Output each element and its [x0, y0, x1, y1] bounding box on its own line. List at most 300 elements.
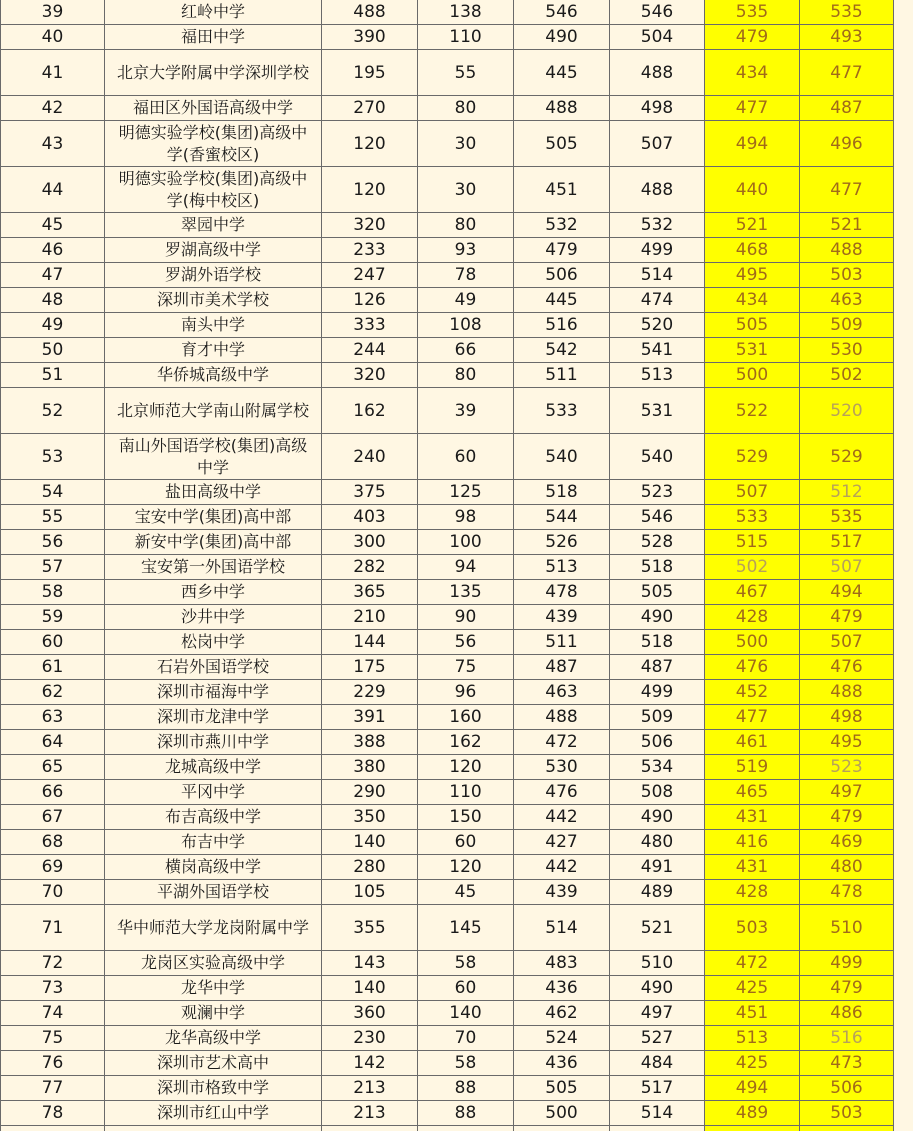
- cell-col-1[interactable]: 210: [322, 605, 418, 630]
- cell-highlight-1[interactable]: 533: [705, 505, 800, 530]
- cell-col-4[interactable]: 527: [610, 1026, 705, 1051]
- cell-col-1[interactable]: 213: [322, 1076, 418, 1101]
- cell-highlight-2[interactable]: 535: [800, 0, 894, 25]
- cell-col-1[interactable]: 488: [322, 0, 418, 25]
- cell-col-4[interactable]: 487: [610, 655, 705, 680]
- cell-highlight-2[interactable]: 480: [800, 855, 894, 880]
- cell-school[interactable]: 福田区外国语高级中学: [105, 96, 322, 121]
- cell-highlight-2[interactable]: 521: [800, 213, 894, 238]
- cell-col-4[interactable]: 531: [610, 388, 705, 434]
- cell-highlight-2[interactable]: 502: [800, 363, 894, 388]
- cell-col-2[interactable]: 56: [418, 630, 514, 655]
- cell-rank[interactable]: 56: [1, 530, 105, 555]
- cell-col-4[interactable]: 508: [610, 780, 705, 805]
- cell-col-4[interactable]: 499: [610, 680, 705, 705]
- cell-col-3[interactable]: 439: [514, 880, 610, 905]
- cell-col-4[interactable]: 488: [610, 167, 705, 213]
- cell-col-3[interactable]: 442: [514, 805, 610, 830]
- cell-school[interactable]: 平冈中学: [105, 780, 322, 805]
- cell-col-1[interactable]: 320: [322, 213, 418, 238]
- cell-col-3[interactable]: 439: [514, 605, 610, 630]
- cell-col-4[interactable]: 532: [610, 213, 705, 238]
- cell-highlight-1[interactable]: 531: [705, 338, 800, 363]
- cell-col-1[interactable]: 244: [322, 338, 418, 363]
- cell-highlight-1[interactable]: 522: [705, 388, 800, 434]
- cell-rank[interactable]: 67: [1, 805, 105, 830]
- cell-col-3[interactable]: 463: [514, 680, 610, 705]
- cell-col-3[interactable]: 472: [514, 730, 610, 755]
- cell-col-3[interactable]: 506: [514, 263, 610, 288]
- cell-col-4[interactable]: 484: [610, 1051, 705, 1076]
- cell-highlight-1[interactable]: 494: [705, 121, 800, 167]
- cell-col-3[interactable]: 483: [514, 951, 610, 976]
- cell-col-3[interactable]: 542: [514, 338, 610, 363]
- cell-highlight-1[interactable]: 477: [705, 96, 800, 121]
- cell-rank[interactable]: 64: [1, 730, 105, 755]
- cell-highlight-1[interactable]: 535: [705, 0, 800, 25]
- cell-col-2[interactable]: 90: [418, 605, 514, 630]
- cell-col-3[interactable]: 487: [514, 655, 610, 680]
- cell-school[interactable]: 明德实验学校(集团)高级中学(香蜜校区): [105, 121, 322, 167]
- cell-col-3[interactable]: 476: [514, 780, 610, 805]
- cell-school[interactable]: 新安中学(集团)高中部: [105, 530, 322, 555]
- cell-highlight-2[interactable]: 479: [800, 605, 894, 630]
- cell-col-4[interactable]: 490: [610, 805, 705, 830]
- cell-school[interactable]: 盐田高级中学: [105, 480, 322, 505]
- cell-rank[interactable]: 52: [1, 388, 105, 434]
- cell-col-2[interactable]: 140: [418, 1001, 514, 1026]
- cell-rank[interactable]: 43: [1, 121, 105, 167]
- cell-col-3[interactable]: 516: [514, 313, 610, 338]
- cell-col-2[interactable]: 80: [418, 213, 514, 238]
- cell-col-1[interactable]: 270: [322, 96, 418, 121]
- cell-rank[interactable]: 58: [1, 580, 105, 605]
- cell-highlight-2[interactable]: 507: [800, 555, 894, 580]
- cell-col-1[interactable]: 143: [322, 951, 418, 976]
- cell-highlight-2[interactable]: 529: [800, 434, 894, 480]
- cell-col-2[interactable]: 55: [418, 50, 514, 96]
- cell-rank[interactable]: 50: [1, 338, 105, 363]
- cell-highlight-1[interactable]: 468: [705, 238, 800, 263]
- cell-rank[interactable]: 57: [1, 555, 105, 580]
- cell-col-1[interactable]: 120: [322, 121, 418, 167]
- cell-school[interactable]: 龙华高级中学: [105, 1026, 322, 1051]
- cell-highlight-1[interactable]: 521: [705, 213, 800, 238]
- cell-col-3[interactable]: 532: [514, 213, 610, 238]
- cell-school[interactable]: 深圳市红山中学: [105, 1101, 322, 1126]
- cell-col-3[interactable]: 546: [514, 0, 610, 25]
- cell-col-2[interactable]: 45: [418, 880, 514, 905]
- cell-highlight-1[interactable]: 500: [705, 630, 800, 655]
- cell-rank[interactable]: 74: [1, 1001, 105, 1026]
- cell-col-1[interactable]: 247: [322, 263, 418, 288]
- cell-school[interactable]: 育才中学: [105, 338, 322, 363]
- cell-col-1[interactable]: 355: [322, 905, 418, 951]
- cell-highlight-2[interactable]: 476: [800, 655, 894, 680]
- cell-col-3[interactable]: 514: [514, 905, 610, 951]
- cell-col-2[interactable]: 135: [418, 580, 514, 605]
- cell-col-2[interactable]: 66: [418, 338, 514, 363]
- cell-col-3[interactable]: 436: [514, 976, 610, 1001]
- cell-rank[interactable]: 65: [1, 755, 105, 780]
- cell-rank[interactable]: 63: [1, 705, 105, 730]
- cell-col-1[interactable]: 142: [322, 1051, 418, 1076]
- cell-school[interactable]: 平湖外国语学校: [105, 880, 322, 905]
- cell-highlight-2[interactable]: 503: [800, 1101, 894, 1126]
- cell-highlight-1[interactable]: 434: [705, 288, 800, 313]
- cell-col-4[interactable]: 528: [610, 530, 705, 555]
- cell-highlight-1[interactable]: 519: [705, 755, 800, 780]
- cell-col-1[interactable]: 230: [322, 1026, 418, 1051]
- cell-rank[interactable]: 48: [1, 288, 105, 313]
- cell-highlight-2[interactable]: 523: [800, 755, 894, 780]
- cell-school[interactable]: 华中师范大学龙岗附属中学: [105, 905, 322, 951]
- cell-highlight-2[interactable]: 493: [800, 25, 894, 50]
- cell-col-2[interactable]: 94: [418, 555, 514, 580]
- cell-col-2[interactable]: 30: [418, 167, 514, 213]
- cell-col-2[interactable]: 150: [418, 805, 514, 830]
- cell-rank[interactable]: 46: [1, 238, 105, 263]
- cell-col-3[interactable]: 511: [514, 630, 610, 655]
- cell-highlight-1[interactable]: 425: [705, 976, 800, 1001]
- cell-highlight-1[interactable]: 428: [705, 605, 800, 630]
- cell-highlight-1[interactable]: 502: [705, 555, 800, 580]
- cell-col-2[interactable]: 70: [418, 1026, 514, 1051]
- cell-highlight-2[interactable]: [800, 1126, 894, 1131]
- cell-rank[interactable]: 66: [1, 780, 105, 805]
- cell-col-2[interactable]: 80: [418, 96, 514, 121]
- cell-col-1[interactable]: 195: [322, 50, 418, 96]
- cell-rank[interactable]: 75: [1, 1026, 105, 1051]
- cell-rank[interactable]: 73: [1, 976, 105, 1001]
- cell-highlight-2[interactable]: 488: [800, 680, 894, 705]
- cell-col-3[interactable]: 488: [514, 96, 610, 121]
- cell-col-3[interactable]: 511: [514, 363, 610, 388]
- cell-rank[interactable]: 44: [1, 167, 105, 213]
- cell-col-4[interactable]: 523: [610, 480, 705, 505]
- cell-col-4[interactable]: 517: [610, 1076, 705, 1101]
- cell-col-2[interactable]: 60: [418, 830, 514, 855]
- cell-col-4[interactable]: 509: [610, 705, 705, 730]
- cell-rank[interactable]: 55: [1, 505, 105, 530]
- cell-school[interactable]: 宝安中学(集团)高中部: [105, 505, 322, 530]
- cell-col-2[interactable]: [418, 1126, 514, 1131]
- cell-col-4[interactable]: 491: [610, 855, 705, 880]
- cell-col-2[interactable]: 110: [418, 25, 514, 50]
- cell-school[interactable]: 北京师范大学南山附属学校: [105, 388, 322, 434]
- cell-highlight-1[interactable]: 479: [705, 25, 800, 50]
- cell-highlight-2[interactable]: 499: [800, 951, 894, 976]
- cell-col-4[interactable]: 488: [610, 50, 705, 96]
- cell-col-4[interactable]: 518: [610, 555, 705, 580]
- cell-highlight-2[interactable]: 488: [800, 238, 894, 263]
- cell-col-4[interactable]: 480: [610, 830, 705, 855]
- cell-col-3[interactable]: 436: [514, 1051, 610, 1076]
- cell-col-1[interactable]: 333: [322, 313, 418, 338]
- cell-highlight-1[interactable]: 500: [705, 363, 800, 388]
- cell-col-1[interactable]: 120: [322, 167, 418, 213]
- cell-highlight-1[interactable]: 476: [705, 655, 800, 680]
- cell-school[interactable]: 南头中学: [105, 313, 322, 338]
- cell-col-4[interactable]: 534: [610, 755, 705, 780]
- cell-highlight-2[interactable]: 479: [800, 805, 894, 830]
- cell-col-2[interactable]: 93: [418, 238, 514, 263]
- cell-col-2[interactable]: 160: [418, 705, 514, 730]
- cell-col-3[interactable]: 513: [514, 555, 610, 580]
- cell-highlight-1[interactable]: 513: [705, 1026, 800, 1051]
- cell-rank[interactable]: 59: [1, 605, 105, 630]
- cell-col-2[interactable]: 145: [418, 905, 514, 951]
- cell-highlight-1[interactable]: 503: [705, 905, 800, 951]
- cell-rank[interactable]: 45: [1, 213, 105, 238]
- cell-school[interactable]: 石岩外国语学校: [105, 655, 322, 680]
- cell-col-1[interactable]: 105: [322, 880, 418, 905]
- cell-school[interactable]: 深圳市燕川中学: [105, 730, 322, 755]
- cell-col-2[interactable]: 60: [418, 976, 514, 1001]
- cell-highlight-2[interactable]: 495: [800, 730, 894, 755]
- cell-col-2[interactable]: 96: [418, 680, 514, 705]
- cell-school[interactable]: 明德实验学校(集团)高级中学(梅中校区): [105, 167, 322, 213]
- cell-col-2[interactable]: 138: [418, 0, 514, 25]
- cell-rank[interactable]: 40: [1, 25, 105, 50]
- cell-highlight-2[interactable]: 503: [800, 263, 894, 288]
- cell-highlight-2[interactable]: 473: [800, 1051, 894, 1076]
- cell-col-2[interactable]: 58: [418, 951, 514, 976]
- cell-col-2[interactable]: 120: [418, 755, 514, 780]
- cell-highlight-1[interactable]: 461: [705, 730, 800, 755]
- cell-col-1[interactable]: 375: [322, 480, 418, 505]
- cell-col-1[interactable]: 162: [322, 388, 418, 434]
- cell-highlight-2[interactable]: 512: [800, 480, 894, 505]
- cell-highlight-2[interactable]: 510: [800, 905, 894, 951]
- cell-col-3[interactable]: 488: [514, 705, 610, 730]
- cell-col-2[interactable]: 60: [418, 434, 514, 480]
- cell-school[interactable]: 布吉高级中学: [105, 805, 322, 830]
- cell-col-3[interactable]: 500: [514, 1101, 610, 1126]
- cell-highlight-2[interactable]: 517: [800, 530, 894, 555]
- cell-rank[interactable]: 41: [1, 50, 105, 96]
- cell-col-4[interactable]: 506: [610, 730, 705, 755]
- cell-school[interactable]: 布吉中学: [105, 830, 322, 855]
- cell-col-2[interactable]: 120: [418, 855, 514, 880]
- cell-highlight-1[interactable]: 440: [705, 167, 800, 213]
- cell-highlight-2[interactable]: 477: [800, 167, 894, 213]
- cell-highlight-2[interactable]: 469: [800, 830, 894, 855]
- cell-highlight-2[interactable]: 496: [800, 121, 894, 167]
- cell-col-2[interactable]: 162: [418, 730, 514, 755]
- cell-col-2[interactable]: 110: [418, 780, 514, 805]
- cell-highlight-1[interactable]: 431: [705, 855, 800, 880]
- cell-highlight-1[interactable]: 507: [705, 480, 800, 505]
- cell-col-2[interactable]: 108: [418, 313, 514, 338]
- cell-highlight-1[interactable]: 494: [705, 1076, 800, 1101]
- cell-school[interactable]: 深圳市美术学校: [105, 288, 322, 313]
- cell-col-2[interactable]: 100: [418, 530, 514, 555]
- cell-rank[interactable]: 68: [1, 830, 105, 855]
- cell-rank[interactable]: 47: [1, 263, 105, 288]
- cell-rank[interactable]: 70: [1, 880, 105, 905]
- cell-school[interactable]: [105, 1126, 322, 1131]
- cell-col-1[interactable]: 140: [322, 976, 418, 1001]
- cell-highlight-1[interactable]: 416: [705, 830, 800, 855]
- cell-col-2[interactable]: 88: [418, 1101, 514, 1126]
- cell-school[interactable]: 南山外国语学校(集团)高级中学: [105, 434, 322, 480]
- cell-col-4[interactable]: 514: [610, 263, 705, 288]
- cell-school[interactable]: 观澜中学: [105, 1001, 322, 1026]
- cell-school[interactable]: 罗湖高级中学: [105, 238, 322, 263]
- cell-col-3[interactable]: 490: [514, 25, 610, 50]
- cell-col-4[interactable]: 498: [610, 96, 705, 121]
- cell-rank[interactable]: 53: [1, 434, 105, 480]
- cell-col-3[interactable]: 451: [514, 167, 610, 213]
- cell-school[interactable]: 福田中学: [105, 25, 322, 50]
- cell-col-4[interactable]: 510: [610, 951, 705, 976]
- cell-col-3[interactable]: 479: [514, 238, 610, 263]
- cell-highlight-2[interactable]: 520: [800, 388, 894, 434]
- cell-highlight-2[interactable]: 494: [800, 580, 894, 605]
- cell-col-4[interactable]: 490: [610, 605, 705, 630]
- cell-highlight-1[interactable]: 489: [705, 1101, 800, 1126]
- cell-col-1[interactable]: 388: [322, 730, 418, 755]
- cell-school[interactable]: 深圳市龙津中学: [105, 705, 322, 730]
- cell-col-4[interactable]: 546: [610, 505, 705, 530]
- cell-highlight-1[interactable]: 529: [705, 434, 800, 480]
- cell-col-1[interactable]: 126: [322, 288, 418, 313]
- cell-col-1[interactable]: 213: [322, 1101, 418, 1126]
- cell-highlight-1[interactable]: 425: [705, 1051, 800, 1076]
- cell-highlight-1[interactable]: 428: [705, 880, 800, 905]
- cell-col-1[interactable]: 380: [322, 755, 418, 780]
- cell-col-1[interactable]: 144: [322, 630, 418, 655]
- cell-col-1[interactable]: 140: [322, 830, 418, 855]
- cell-col-3[interactable]: 540: [514, 434, 610, 480]
- cell-col-3[interactable]: 505: [514, 121, 610, 167]
- cell-col-3[interactable]: 445: [514, 50, 610, 96]
- cell-school[interactable]: 深圳市格致中学: [105, 1076, 322, 1101]
- cell-highlight-2[interactable]: 478: [800, 880, 894, 905]
- cell-school[interactable]: 红岭中学: [105, 0, 322, 25]
- cell-school[interactable]: 龙城高级中学: [105, 755, 322, 780]
- cell-rank[interactable]: 60: [1, 630, 105, 655]
- cell-col-1[interactable]: 175: [322, 655, 418, 680]
- cell-rank[interactable]: 39: [1, 0, 105, 25]
- cell-school[interactable]: 华侨城高级中学: [105, 363, 322, 388]
- cell-rank[interactable]: 61: [1, 655, 105, 680]
- cell-col-3[interactable]: 478: [514, 580, 610, 605]
- cell-col-4[interactable]: 507: [610, 121, 705, 167]
- cell-col-3[interactable]: 518: [514, 480, 610, 505]
- cell-col-2[interactable]: 75: [418, 655, 514, 680]
- cell-col-2[interactable]: 30: [418, 121, 514, 167]
- cell-school[interactable]: 西乡中学: [105, 580, 322, 605]
- cell-col-4[interactable]: 521: [610, 905, 705, 951]
- cell-col-4[interactable]: 474: [610, 288, 705, 313]
- cell-highlight-1[interactable]: 472: [705, 951, 800, 976]
- cell-col-3[interactable]: 505: [514, 1076, 610, 1101]
- cell-school[interactable]: 罗湖外语学校: [105, 263, 322, 288]
- cell-highlight-2[interactable]: 486: [800, 1001, 894, 1026]
- cell-col-1[interactable]: 282: [322, 555, 418, 580]
- cell-highlight-2[interactable]: 506: [800, 1076, 894, 1101]
- cell-highlight-2[interactable]: 477: [800, 50, 894, 96]
- cell-col-1[interactable]: 280: [322, 855, 418, 880]
- cell-col-4[interactable]: [610, 1126, 705, 1131]
- cell-col-2[interactable]: 125: [418, 480, 514, 505]
- cell-highlight-1[interactable]: 465: [705, 780, 800, 805]
- cell-col-4[interactable]: 546: [610, 0, 705, 25]
- cell-highlight-1[interactable]: 434: [705, 50, 800, 96]
- cell-school[interactable]: 横岗高级中学: [105, 855, 322, 880]
- cell-rank[interactable]: 71: [1, 905, 105, 951]
- cell-col-4[interactable]: 499: [610, 238, 705, 263]
- cell-school[interactable]: 深圳市艺术高中: [105, 1051, 322, 1076]
- cell-highlight-2[interactable]: 509: [800, 313, 894, 338]
- cell-col-4[interactable]: 520: [610, 313, 705, 338]
- cell-school[interactable]: 北京大学附属中学深圳学校: [105, 50, 322, 96]
- cell-highlight-2[interactable]: 530: [800, 338, 894, 363]
- cell-highlight-1[interactable]: 477: [705, 705, 800, 730]
- cell-col-4[interactable]: 518: [610, 630, 705, 655]
- cell-school[interactable]: 翠园中学: [105, 213, 322, 238]
- cell-highlight-1[interactable]: [705, 1126, 800, 1131]
- cell-rank[interactable]: 54: [1, 480, 105, 505]
- cell-col-2[interactable]: 78: [418, 263, 514, 288]
- cell-rank[interactable]: 72: [1, 951, 105, 976]
- cell-col-1[interactable]: 240: [322, 434, 418, 480]
- cell-col-2[interactable]: 39: [418, 388, 514, 434]
- cell-school[interactable]: 松岗中学: [105, 630, 322, 655]
- cell-highlight-1[interactable]: 467: [705, 580, 800, 605]
- cell-col-1[interactable]: 233: [322, 238, 418, 263]
- cell-col-4[interactable]: 497: [610, 1001, 705, 1026]
- cell-col-4[interactable]: 541: [610, 338, 705, 363]
- cell-rank[interactable]: 76: [1, 1051, 105, 1076]
- cell-highlight-1[interactable]: 431: [705, 805, 800, 830]
- cell-col-1[interactable]: 403: [322, 505, 418, 530]
- cell-highlight-2[interactable]: 487: [800, 96, 894, 121]
- cell-highlight-2[interactable]: 497: [800, 780, 894, 805]
- cell-col-3[interactable]: [514, 1126, 610, 1131]
- cell-col-4[interactable]: 513: [610, 363, 705, 388]
- cell-highlight-2[interactable]: 479: [800, 976, 894, 1001]
- cell-col-1[interactable]: 390: [322, 25, 418, 50]
- cell-col-4[interactable]: 489: [610, 880, 705, 905]
- cell-rank[interactable]: 78: [1, 1101, 105, 1126]
- cell-highlight-1[interactable]: 505: [705, 313, 800, 338]
- cell-highlight-2[interactable]: 507: [800, 630, 894, 655]
- cell-col-3[interactable]: 526: [514, 530, 610, 555]
- cell-col-1[interactable]: 320: [322, 363, 418, 388]
- cell-school[interactable]: 深圳市福海中学: [105, 680, 322, 705]
- cell-col-2[interactable]: 80: [418, 363, 514, 388]
- cell-col-4[interactable]: 540: [610, 434, 705, 480]
- cell-col-2[interactable]: 58: [418, 1051, 514, 1076]
- cell-col-1[interactable]: [322, 1126, 418, 1131]
- cell-col-2[interactable]: 88: [418, 1076, 514, 1101]
- cell-school[interactable]: 龙岗区实验高级中学: [105, 951, 322, 976]
- cell-col-1[interactable]: 360: [322, 1001, 418, 1026]
- cell-col-3[interactable]: 445: [514, 288, 610, 313]
- cell-col-3[interactable]: 533: [514, 388, 610, 434]
- cell-highlight-2[interactable]: 498: [800, 705, 894, 730]
- cell-school[interactable]: 龙华中学: [105, 976, 322, 1001]
- cell-col-1[interactable]: 365: [322, 580, 418, 605]
- cell-col-3[interactable]: 427: [514, 830, 610, 855]
- cell-col-3[interactable]: 544: [514, 505, 610, 530]
- cell-rank[interactable]: 77: [1, 1076, 105, 1101]
- cell-rank[interactable]: 51: [1, 363, 105, 388]
- cell-highlight-1[interactable]: 451: [705, 1001, 800, 1026]
